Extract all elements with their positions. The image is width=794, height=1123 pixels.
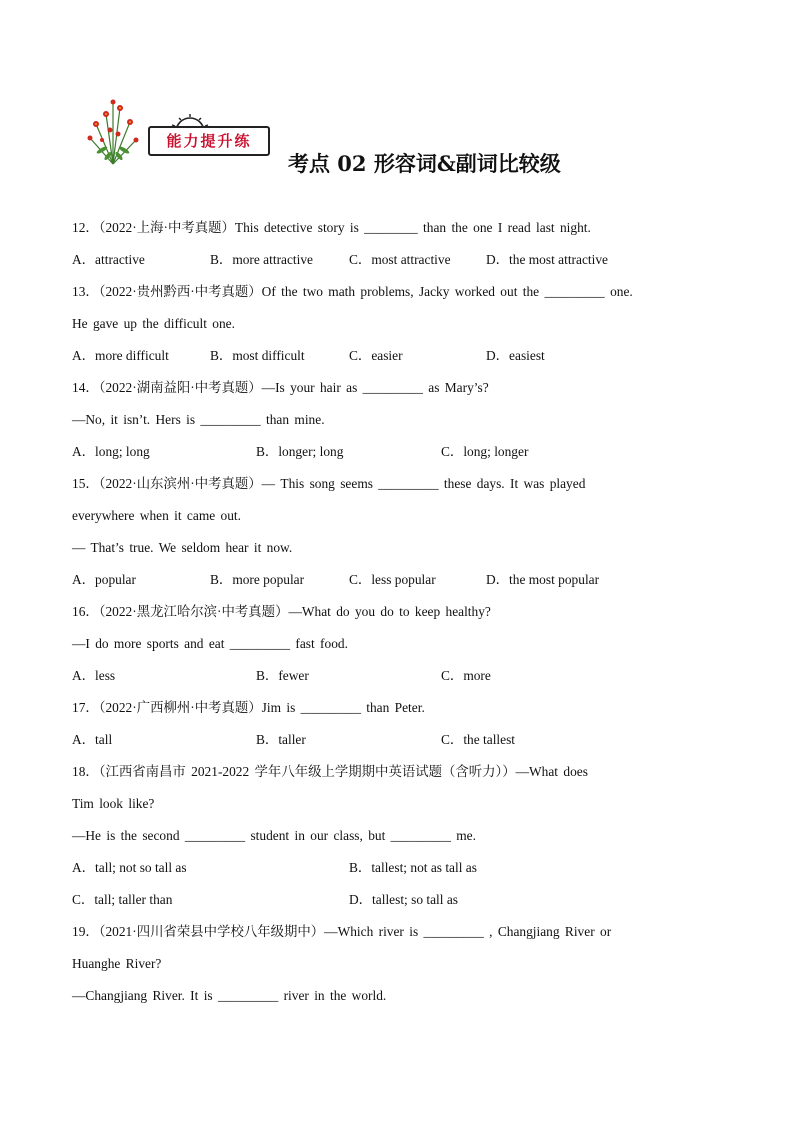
answer-option[interactable]: C．more <box>441 668 491 683</box>
option-row <box>72 570 722 602</box>
answer-option[interactable]: D．the most popular <box>486 572 600 587</box>
question-text: 17．（2022·广西柳州·中考真题）Jim is _________ than Peter. <box>72 700 425 715</box>
question-text: 16．（2022·黑龙江哈尔滨·中考真题）—What do you do to keep healthy? <box>72 604 491 619</box>
badge-label: 能力提升练 <box>148 126 270 156</box>
answer-option[interactable]: B．more attractive <box>210 252 313 267</box>
question-text: —Changjiang River. It is _________ river in the world. <box>72 988 387 1003</box>
question-item <box>72 602 722 698</box>
question-item <box>72 698 722 762</box>
answer-option[interactable]: D．easiest <box>486 348 545 363</box>
question-item <box>72 282 722 378</box>
answer-option[interactable]: C．the tallest <box>441 732 516 747</box>
question-text: 14．（2022·湖南益阳·中考真题）—Is your hair as _________ as Mary’s? <box>72 380 489 395</box>
question-text: 12．（2022·上海·中考真题）This detective story is ________ than the one I read last night. <box>72 220 591 235</box>
answer-option[interactable]: A．popular <box>72 572 136 587</box>
option-row <box>72 730 722 762</box>
answer-option[interactable]: A．long; long <box>72 444 150 459</box>
question-text: everywhere when it came out. <box>72 508 241 523</box>
answer-option[interactable]: A．tall <box>72 732 113 747</box>
option-row <box>72 890 722 922</box>
answer-option[interactable]: B．fewer <box>256 668 309 683</box>
question-text: 19．（2021·四川省荣县中学校八年级期中）—Which river is _________ , Changjiang River or <box>72 924 612 939</box>
question-text: 13．（2022·贵州黔西·中考真题）Of the two math problems, Jacky worked out the _________ one. <box>72 284 633 299</box>
answer-option[interactable]: C．long; longer <box>441 444 529 459</box>
answer-option[interactable]: C．easier <box>349 348 403 363</box>
answer-option[interactable]: B．longer; long <box>256 444 344 459</box>
question-item <box>72 378 722 474</box>
question-text: —I do more sports and eat _________ fast food. <box>72 636 348 651</box>
page-title: 考点 02 形容词&副词比较级 <box>288 151 561 176</box>
answer-option[interactable]: A．more difficult <box>72 348 169 363</box>
question-text: 15．（2022·山东滨州·中考真题）— This song seems _________ these days. It was played <box>72 476 586 491</box>
option-row <box>72 858 722 890</box>
question-item <box>72 922 722 1018</box>
answer-option[interactable]: C．less popular <box>349 572 436 587</box>
question-item <box>72 762 722 922</box>
question-text: 18．（江西省南昌市 2021-2022 学年八年级上学期期中英语试题（含听力））—What does <box>72 764 588 779</box>
option-row <box>72 666 722 698</box>
question-text: He gave up the difficult one. <box>72 316 235 331</box>
question-text: —No, it isn’t. Hers is _________ than mine. <box>72 412 325 427</box>
answer-option[interactable]: C．most attractive <box>349 252 451 267</box>
answer-option[interactable]: B．taller <box>256 732 306 747</box>
answer-option[interactable]: D．the most attractive <box>486 252 608 267</box>
question-item <box>72 474 722 602</box>
answer-option[interactable]: A．attractive <box>72 252 145 267</box>
answer-option[interactable]: A．less <box>72 668 116 683</box>
answer-option[interactable]: C．tall; taller than <box>72 892 173 907</box>
question-text: Tim look like? <box>72 796 155 811</box>
option-row <box>72 442 722 474</box>
answer-option[interactable]: B．most difficult <box>210 348 305 363</box>
answer-option[interactable]: B．tallest; not as tall as <box>349 860 477 875</box>
flower-decoration-icon <box>84 94 142 166</box>
option-row <box>72 346 722 378</box>
page-header <box>84 92 724 182</box>
option-row <box>72 250 722 282</box>
question-text: Huanghe River? <box>72 956 162 971</box>
question-list <box>72 218 722 1018</box>
section-badge <box>148 114 268 154</box>
answer-option[interactable]: B．more popular <box>210 572 305 587</box>
answer-option[interactable]: A．tall; not so tall as <box>72 860 187 875</box>
question-text: — That’s true. We seldom hear it now. <box>72 540 293 555</box>
question-item <box>72 218 722 282</box>
answer-option[interactable]: D．tallest; so tall as <box>349 892 458 907</box>
question-text: —He is the second _________ student in our class, but _________ me. <box>72 828 476 843</box>
